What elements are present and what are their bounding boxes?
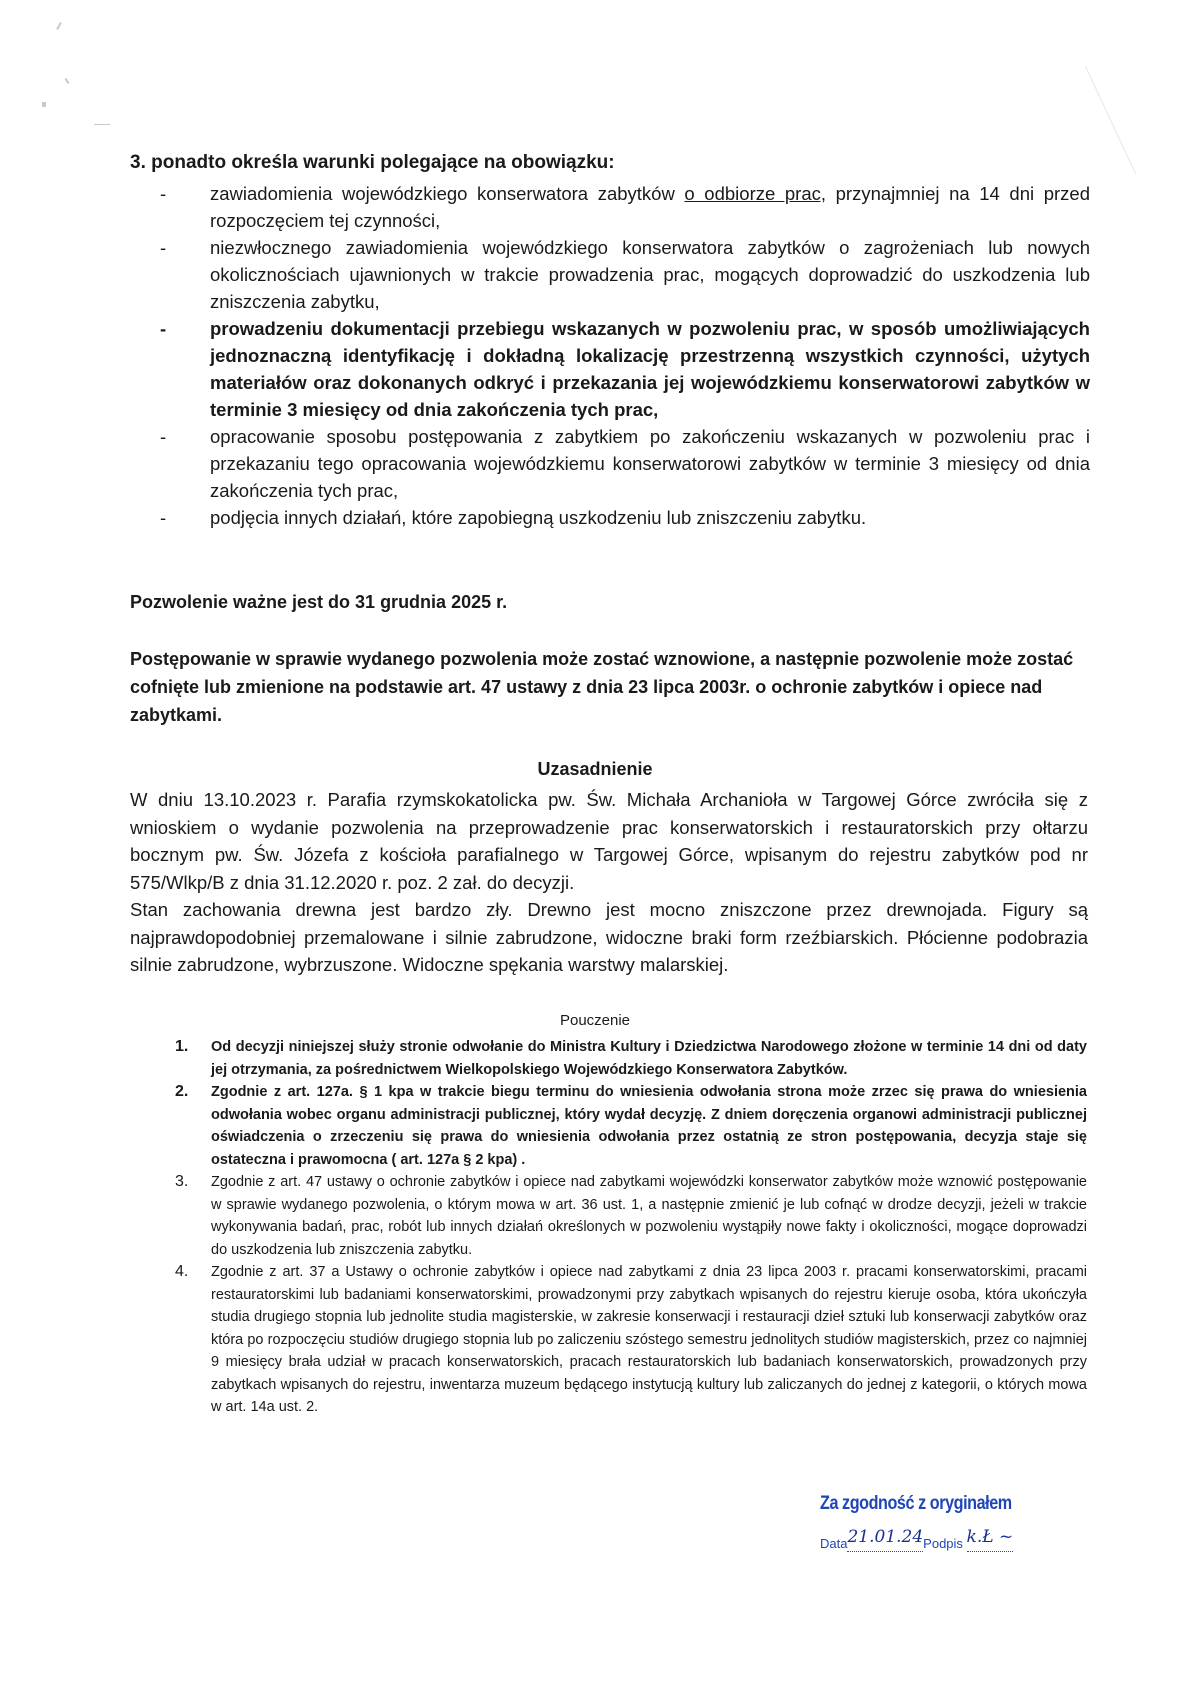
condition-item: - prowadzeniu dokumentacji przebiegu wskazanych w pozwoleniu prac, w sposób umożliwiających jednoznaczną identyfikację i dokładną lokalizację przestrzenną wszystkich czynności, użytych materiałów oraz dokonanych odkryć i przekazania jej wojewódzkiemu konserwatorowi zabytków w terminie 3 miesięcy od dnia zakończenia tych prac, <box>130 315 1090 423</box>
dash-bullet: - <box>160 183 167 204</box>
stamp-title: Za zgodność z oryginałem <box>820 1493 1012 1514</box>
instruction-list <box>175 1036 1087 1419</box>
instruction-item: 1. Od decyzji niniejszej służy stronie odwołanie do Ministra Kultury i Dziedzictwa Narodowego złożone w terminie 14 dni od daty jej otrzymania, za pośrednictwem Wielkopolskiego Wojewódzkiego Konserwatora Zabytków. <box>175 1038 1087 1078</box>
underlined-phrase: o odbiorze prac, <box>684 183 827 204</box>
scan-artifact <box>94 124 110 125</box>
certification-stamp <box>820 1493 1046 1553</box>
instruction-item: 4. Zgodnie z art. 37 a Ustawy o ochronie zabytków i opiece nad zabytkami z dnia 23 lipca 2003 r. pracami konserwatorskimi, pracami restauratorskimi lub badaniami konserwatorskimi, prowadzonymi przy zabytkach wpisanych do rejestru kieruje osoba, która ukończyła studia drugiego stopnia lub jednolite studia magisterskie, w zakresie konserwacji i restauracji dzieł sztuki lub konserwacji zabytków oraz która po rozpoczęciu studiów drugiego stopnia lub po zaliczeniu szóstego semestru jednolitych studiów magisterskich, przez co najmniej 9 miesięcy brała udział w pracach konserwatorskich, pracach restauratorskich lub badaniach konserwatorskich, prowadzonych przy zabytkach wpisanych do rejestru, inwentarza muzeum będącego instytucją kultury lub zaliczanych do jednej z kategorii, o których mowa w art. 14a ust. 2. <box>175 1263 1087 1415</box>
instruction-item: 3. Zgodnie z art. 47 ustawy o ochronie zabytków i opiece nad zabytkami wojewódzki konserwator zabytków może wznowić postępowanie w sprawie wydanego pozwolenia, o którym mowa w art. 36 ust. 1, a następnie zmienić je lub cofnąć w drodze decyzji, jeżeli w trakcie wykonywania badań, prac, robót lub innych działań określonych w pozwoleniu wystąpiły nowe fakty i okoliczności, mogące doprowadzi do uszkodzenia lub zniszczenia zabytku. <box>175 1173 1087 1258</box>
condition-item: - opracowanie sposobu postępowania z zabytkiem po zakończeniu wskazanych w pozwoleniu prac i przekazaniu tego opracowania wojewódzkiemu konserwatorowi zabytków w terminie 3 miesięcy od dnia zakończenia tych prac, <box>130 423 1090 504</box>
scan-artifact <box>56 22 62 30</box>
dash-bullet: - <box>160 318 167 339</box>
item-number: 1. <box>175 1038 189 1055</box>
condition-item: - podjęcia innych działań, które zapobiegną uszkodzeniu lub zniszczeniu zabytku. <box>130 504 1090 531</box>
scan-artifact <box>42 102 46 107</box>
scan-artifact <box>1085 65 1137 174</box>
date-label: Data <box>820 1536 848 1551</box>
handwritten-signature: k.Ł ~ <box>966 1527 1014 1547</box>
dash-bullet: - <box>160 237 167 258</box>
dash-bullet: - <box>160 426 167 447</box>
conditions-heading: 3. ponadto określa warunki polegające na obowiązku: <box>130 152 615 173</box>
item-number: 3. <box>175 1173 189 1190</box>
dash-bullet: - <box>160 507 167 528</box>
condition-item: - zawiadomienia wojewódzkiego konserwatora zabytków o odbiorze prac, przynajmniej na 14 dni przed rozpoczęciem tej czynności, <box>130 180 1090 234</box>
handwritten-date: 21.01.24 <box>847 1527 924 1547</box>
conditions-section <box>130 150 1090 531</box>
item-number: 4. <box>175 1263 189 1280</box>
justification-paragraph: W dniu 13.10.2023 r. Parafia rzymskokatolicka pw. Św. Michała Archanioła w Targowej Górce zwróciła się z wnioskiem o wydanie pozwolenia na przeprowadzenie prac konserwatorskich i restauratorskich przy ołtarzu bocznym pw. Św. Józefa z kościoła parafialnego w Targowej Górce, wpisanym do rejestru zabytków pod nr 575/Wlkp/B z dnia 31.12.2020 r. poz. 2 zał. do decyzji. <box>130 789 1088 893</box>
instruction-item: 2. Zgodnie z art. 127a. § 1 kpa w trakcie biegu terminu do wniesienia odwołania strona może zrzec się prawa do wniesienia odwołania wobec organu administracji publicznej, który wydał decyzję. Z dniem doręczenia organowi administracji publicznej oświadczenia o zrzeczeniu się prawa do wniesienia odwołania przez ostatnią ze stron postępowania, decyzja staje się ostateczna i prawomocna ( art. 127a § 2 kpa) . <box>175 1083 1087 1168</box>
stamp-signature-line <box>820 1527 1046 1553</box>
justification-heading: Uzasadnienie <box>537 759 653 779</box>
scan-artifact <box>65 78 70 84</box>
item-number: 2. <box>175 1083 189 1100</box>
resumption-statement: Postępowanie w sprawie wydanego pozwolenia może zostać wznowione, a następnie pozwolenie może zostać cofnięte lub zmienione na podstawie art. 47 ustawy z dnia 23 lipca 2003r. o ochronie zabytków i opiece nad zabytkami. <box>130 649 1074 725</box>
justification-paragraph: Stan zachowania drewna jest bardzo zły. Drewno jest mocno zniszczone przez drewnojada. Figury są najprawdopodobniej przemalowane i silnie zabrudzone, widoczne braki form rzeźbiarskich. Płócienne podobrazia silnie zabrudzone, wybrzuszone. Widoczne spękania warstwy malarskiej. <box>130 899 1088 975</box>
justification-body <box>130 786 1088 979</box>
signature-label: Podpis <box>923 1536 963 1551</box>
condition-item: - niezwłocznego zawiadomienia wojewódzkiego konserwatora zabytków o zagrożeniach lub nowych okolicznościach ujawnionych w trakcie prowadzenia prac, mogących doprowadzić do uszkodzenia lub zniszczenia zabytku, <box>130 234 1090 315</box>
conditions-list <box>130 180 1090 531</box>
instruction-heading: Pouczenie <box>559 1012 631 1029</box>
validity-statement: Pozwolenie ważne jest do 31 grudnia 2025 r. <box>130 592 508 612</box>
